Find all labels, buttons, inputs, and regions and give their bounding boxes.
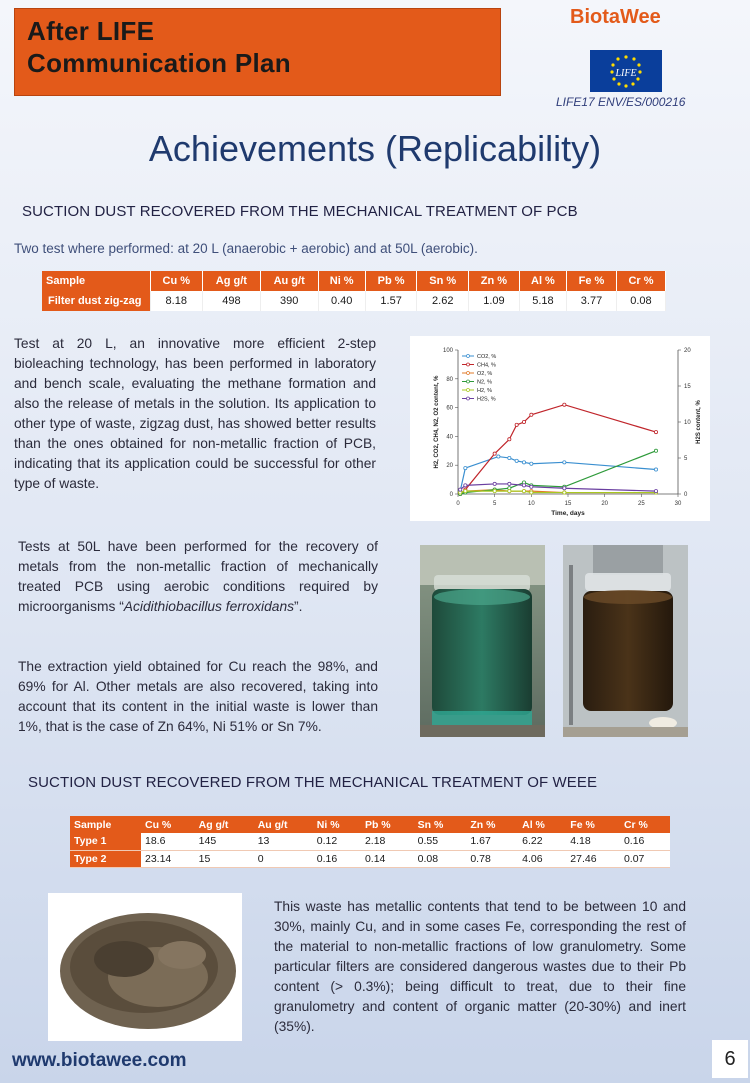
title-banner (14, 8, 501, 96)
x-tick-label: 25 (637, 501, 645, 507)
legend-marker (467, 363, 470, 366)
table-cell: 13 (254, 833, 313, 850)
table-cell: 18.6 (141, 833, 195, 850)
data-point (563, 403, 566, 406)
table-cell: 1.57 (365, 291, 417, 311)
table-cell: 0.78 (466, 850, 518, 867)
legend-label: N2, % (477, 379, 492, 386)
table-cell: 0.08 (414, 850, 467, 867)
table-header-cell: Au g/t (260, 271, 318, 291)
table-header-cell: Zn % (466, 816, 518, 833)
weee-composition-table (70, 816, 670, 868)
dust-sample-photo (48, 893, 242, 1041)
legend-marker (467, 389, 470, 392)
y-tick-label: 60 (446, 405, 453, 412)
data-point (493, 452, 496, 455)
table-cell: 0.14 (361, 850, 414, 867)
data-point (522, 461, 525, 464)
extraction-yield-paragraph: The extraction yield obtained for Cu reach the 98%, and 69% for Al. Other metals are also recovered, taking into account that its content in the initial waste is lower than 1%, that is the case of Zn 64%, Ni 51% or Sn 7%. (18, 659, 378, 734)
table-header-cell: Zn % (469, 271, 520, 291)
section-heading-weee: SUCTION DUST RECOVERED FROM THE MECHANICAL TREATMENT OF WEEE (28, 774, 598, 791)
table-header-cell: Fe % (566, 816, 620, 833)
y-tick-label: 20 (446, 463, 453, 470)
x-tick-label: 10 (527, 501, 535, 507)
table-header-cell: Sn % (414, 816, 467, 833)
table-header-cell: Au g/t (254, 816, 313, 833)
table-header-cell: Fe % (567, 271, 617, 291)
bioleaching-paragraph: Test at 20 L, an innovative more efficient 2-step bioleaching technology, has been performed in laboratory and bench scale, evaluating the methane formation and also the release of metals in the solution. Its application to other type of waste, zigzag dust, has showed better results than the ones obtained for non-metallic fraction of PCB, indicating that its application could be successful for other type of waste. (14, 336, 376, 491)
eu-life-logo-icon (590, 50, 662, 92)
data-point (508, 482, 511, 485)
data-point (459, 488, 462, 491)
table-header-cell: Ag g/t (195, 816, 254, 833)
weee-description-paragraph: This waste has metallic contents that tend to be between 10 and 30%, mainly Cu, and in some cases Fe, corresponding the rest of the material to non-metallic fractions of low granulometry. Some particular filters are considered dangerous wastes due to their Pb content (> 0.3%); being difficult to treat, due to their fine granulometry and content of organic matter (20-30%) and inert (35%). (274, 899, 686, 1034)
data-point (508, 490, 511, 493)
data-point (654, 468, 657, 471)
table-header-row (42, 271, 666, 291)
y-right-tick-label: 20 (684, 348, 691, 354)
data-point (493, 490, 496, 493)
legend-marker (467, 355, 470, 358)
table-cell: 390 (260, 291, 318, 311)
aerobic-test-paragraph (18, 537, 378, 617)
table-header-cell: Al % (518, 816, 566, 833)
legend-marker (467, 372, 470, 375)
website-link[interactable]: www.biotawee.com (12, 1050, 187, 1071)
table-cell: 0.08 (616, 291, 665, 311)
data-point (515, 459, 518, 462)
data-point (493, 482, 496, 485)
title-line-1: After LIFE (27, 16, 155, 46)
table-cell: 0.40 (318, 291, 365, 311)
data-point (508, 438, 511, 441)
table-cell: 4.06 (518, 850, 566, 867)
y-right-tick-label: 10 (684, 420, 691, 426)
data-point (530, 413, 533, 416)
x-tick-label: 0 (456, 501, 460, 507)
table-header-cell: Sample (70, 816, 141, 833)
data-point (464, 490, 467, 493)
table-cell: 3.77 (567, 291, 617, 311)
y-axis-right-label: H2S content, % (696, 400, 702, 444)
table-cell: 5.18 (519, 291, 566, 311)
y-tick-label: 80 (446, 376, 453, 383)
table-header-cell: Cu % (141, 816, 195, 833)
legend-marker (467, 397, 470, 400)
table-cell: Type 2 (70, 850, 141, 867)
title-line-2: Communication Plan (27, 48, 291, 78)
legend-label: H2, % (477, 388, 492, 394)
data-point (530, 462, 533, 465)
microorganism-name: Acidithiobacillus ferroxidans (123, 599, 295, 614)
data-point (654, 430, 657, 433)
para2-text-a: Tests at 50L have been performed for the recovery of metals from the non-metallic fraction of mechanically treated PCB using aerobic conditions required by microorganisms “ (18, 539, 378, 614)
data-point (654, 490, 657, 493)
legend-label: O2, % (477, 371, 493, 377)
legend-label: H2S, % (477, 396, 496, 403)
table-cell: 6.22 (518, 833, 566, 850)
legend-label: CH4, % (477, 362, 496, 369)
table-cell: 2.62 (417, 291, 469, 311)
x-axis-label: Time, days (551, 510, 585, 517)
table-cell: 2.18 (361, 833, 414, 850)
y-axis-label: H2, CO2, CH4, N2, O2 content, % (434, 375, 440, 469)
brand-logo: BiotaWee (570, 6, 661, 28)
data-point (522, 490, 525, 493)
project-code: LIFE17 ENV/ES/000216 (556, 95, 686, 109)
chart-svg (410, 336, 710, 521)
table-cell: 0.12 (313, 833, 361, 850)
data-point (563, 491, 566, 494)
table-row (70, 833, 670, 850)
data-point (563, 487, 566, 490)
table-cell: 0.16 (313, 850, 361, 867)
page-title: Achievements (Replicability) (148, 128, 602, 169)
table-cell: 0 (254, 850, 313, 867)
data-point (522, 420, 525, 423)
table-cell: 23.14 (141, 850, 195, 867)
data-point (530, 491, 533, 494)
intro-text: Two test where performed: at 20 L (anaerobic + aerobic) and at 50L (aerobic). (14, 241, 478, 256)
data-point (464, 484, 467, 487)
gas-content-chart (410, 336, 710, 521)
table-cell: 4.18 (566, 833, 620, 850)
data-point (522, 484, 525, 487)
table-header-cell: Cu % (150, 271, 203, 291)
para2-text-c: ”. (294, 599, 303, 614)
table-header-cell: Sample (42, 271, 150, 291)
table-cell: 498 (203, 291, 261, 311)
data-point (530, 485, 533, 488)
table-header-row (70, 816, 670, 833)
pcb-composition-table (42, 271, 666, 311)
table-header-cell: Ni % (313, 816, 361, 833)
table-header-cell: Sn % (417, 271, 469, 291)
legend-marker (467, 380, 470, 383)
table-cell: 0.16 (620, 833, 670, 850)
table-cell: 1.09 (469, 291, 520, 311)
life-logo-text: LIFE (615, 68, 637, 79)
table-header-cell: Pb % (365, 271, 417, 291)
table-cell: Filter dust zig-zag (42, 291, 150, 311)
table-cell: 145 (195, 833, 254, 850)
data-point (563, 461, 566, 464)
table-header-cell: Al % (519, 271, 566, 291)
table-header-cell: Ni % (318, 271, 365, 291)
table-cell: 0.07 (620, 850, 670, 867)
table-cell: 1.67 (466, 833, 518, 850)
table-header-cell: Cr % (620, 816, 670, 833)
table-cell: Type 1 (70, 833, 141, 850)
y-right-tick-label: 15 (684, 384, 691, 390)
table-row (70, 850, 670, 867)
x-tick-label: 20 (601, 501, 609, 507)
table-header-cell: Cr % (616, 271, 665, 291)
y-right-tick-label: 5 (684, 456, 688, 462)
page-number: 6 (712, 1040, 748, 1078)
data-point (464, 466, 467, 469)
x-tick-label: 15 (564, 501, 572, 507)
y-tick-label: 40 (446, 434, 453, 441)
table-cell: 15 (195, 850, 254, 867)
y-tick-label: 0 (449, 492, 453, 498)
data-point (497, 455, 500, 458)
data-point (515, 423, 518, 426)
y-tick-label: 100 (442, 348, 453, 354)
table-row (42, 291, 666, 311)
x-tick-label: 30 (674, 501, 682, 507)
table-cell: 8.18 (150, 291, 203, 311)
x-tick-label: 5 (492, 501, 497, 507)
y-right-tick-label: 0 (684, 492, 688, 498)
series-line (460, 405, 656, 494)
data-point (508, 456, 511, 459)
table-cell: 0.55 (414, 833, 467, 850)
brown-reactor-photo (563, 545, 688, 737)
table-header-cell: Pb % (361, 816, 414, 833)
green-reactor-photo (420, 545, 545, 737)
data-point (654, 449, 657, 452)
table-cell: 27.46 (566, 850, 620, 867)
table-header-cell: Ag g/t (203, 271, 261, 291)
legend-label: CO2, % (477, 354, 497, 360)
section-heading-pcb: SUCTION DUST RECOVERED FROM THE MECHANICAL TREATMENT OF PCB (22, 203, 578, 220)
